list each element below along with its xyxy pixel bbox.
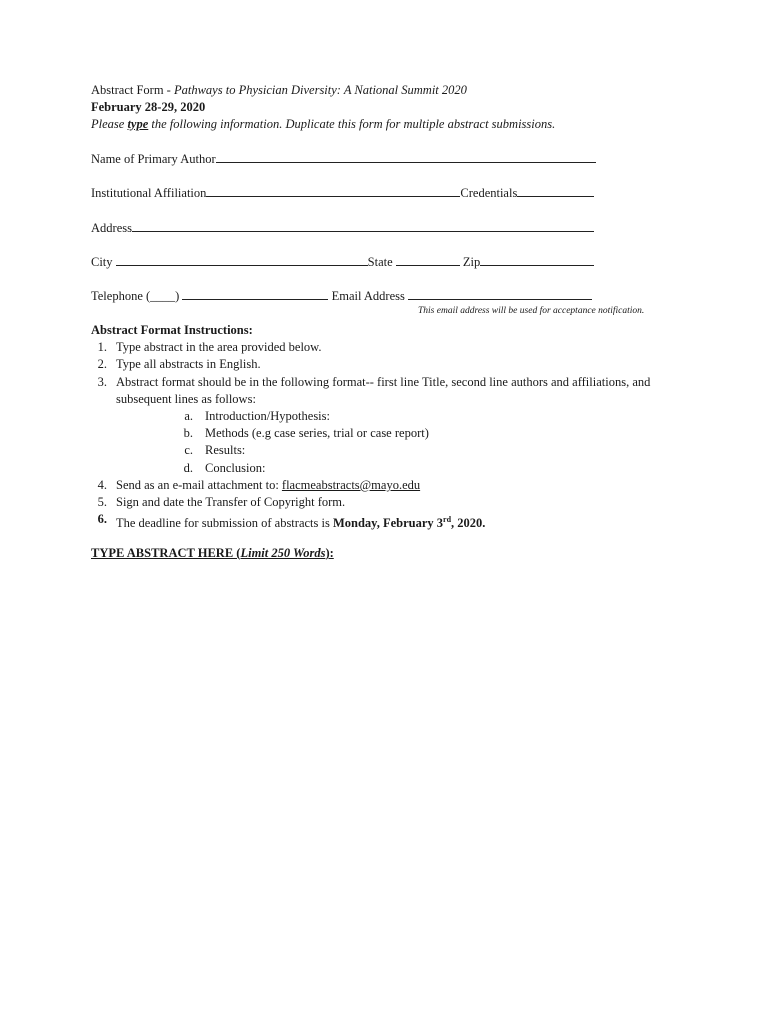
list-text: Type abstract in the area provided below. (116, 340, 322, 355)
zip-field[interactable] (480, 253, 594, 266)
address-row (91, 219, 594, 236)
telephone-email-row (91, 287, 592, 304)
list-text: The deadline for submission of abstracts is (116, 516, 333, 531)
sub-letter: a. (184, 409, 193, 424)
credentials-field[interactable] (517, 184, 594, 197)
instruction-type-word: type (127, 117, 149, 131)
deadline-ordinal: rd (443, 515, 452, 525)
deadline-date: Monday, February 3 (332, 516, 444, 531)
deadline-year: , 2020. (451, 516, 486, 531)
abstract-word-limit: Limit 250 Words (240, 546, 326, 560)
sub-text: Conclusion: (205, 460, 266, 475)
sub-text: Results: (205, 443, 246, 458)
list-item (91, 477, 651, 494)
primary-author-row (91, 150, 596, 167)
list-number: 5. (97, 495, 107, 510)
form-title-plain: Abstract Form - (91, 83, 174, 97)
state-field[interactable] (396, 253, 460, 266)
form-header (91, 82, 691, 133)
list-item (91, 356, 651, 373)
telephone-label: Telephone (____) (91, 289, 183, 303)
sub-list-item (116, 460, 651, 477)
instructions-heading: Abstract Format Instructions: (91, 323, 253, 337)
email-note: This email address will be used for acceptance notification. (418, 306, 645, 316)
telephone-field[interactable] (182, 287, 328, 300)
abstract-heading-prefix: TYPE ABSTRACT HERE ( (91, 546, 241, 560)
list-text: Send as an e-mail attachment to: (116, 477, 282, 492)
zip-label: Zip (459, 255, 481, 269)
credentials-label: Credentials (460, 186, 518, 200)
list-item (91, 494, 651, 511)
event-date: February 28-29, 2020 (91, 100, 206, 114)
list-number: 6. (97, 512, 107, 527)
sub-list-item (116, 442, 651, 459)
list-text: Sign and date the Transfer of Copyright form. (116, 495, 346, 510)
list-item (91, 339, 651, 356)
affiliation-label: Institutional Affiliation (91, 186, 207, 200)
state-label: State (367, 255, 396, 269)
list-item (91, 374, 651, 477)
list-number: 1. (97, 340, 107, 355)
list-text: Abstract format should be in the following format-- first line Title, second line authors and affiliations, and subsequent lines as follows: (116, 374, 651, 406)
city-label: City (91, 255, 116, 269)
address-field[interactable] (132, 219, 594, 232)
sub-letter: d. (183, 460, 193, 475)
instruction-prefix: Please (91, 117, 128, 131)
list-number: 2. (97, 357, 107, 372)
sub-list-item (116, 425, 651, 442)
abstract-heading (91, 546, 334, 561)
sub-letter: c. (184, 443, 193, 458)
affiliation-row (91, 184, 594, 201)
email-label: Email Address (328, 289, 408, 303)
list-number: 3. (97, 374, 107, 389)
form-title (91, 82, 691, 99)
sub-text: Methods (e.g case series, trial or case report) (205, 426, 429, 441)
primary-author-label: Name of Primary Author (91, 152, 216, 166)
form-title-italic: Pathways to Physician Diversity: A National Summit 2020 (173, 83, 467, 97)
city-field[interactable] (116, 253, 368, 266)
abstract-heading-suffix: ): (325, 546, 334, 560)
affiliation-field[interactable] (206, 184, 460, 197)
instruction-suffix: the following information. Duplicate this form for multiple abstract submissions. (148, 117, 556, 131)
format-instructions (91, 322, 651, 533)
email-link[interactable]: flacmeabstracts@mayo.edu (281, 477, 421, 492)
email-field[interactable] (408, 287, 592, 300)
list-text: Type all abstracts in English. (116, 357, 261, 372)
list-item (91, 511, 651, 532)
primary-author-field[interactable] (216, 150, 596, 163)
instructions-list (91, 339, 651, 532)
form-instruction (91, 116, 691, 133)
sub-list-item (116, 408, 651, 425)
sub-letter: b. (183, 426, 193, 441)
address-label: Address (91, 221, 132, 235)
sub-text: Introduction/Hypothesis: (205, 409, 330, 424)
abstract-form-page (91, 82, 691, 560)
city-state-zip-row (91, 253, 594, 270)
sub-list (116, 408, 651, 477)
list-number: 4. (97, 477, 107, 492)
